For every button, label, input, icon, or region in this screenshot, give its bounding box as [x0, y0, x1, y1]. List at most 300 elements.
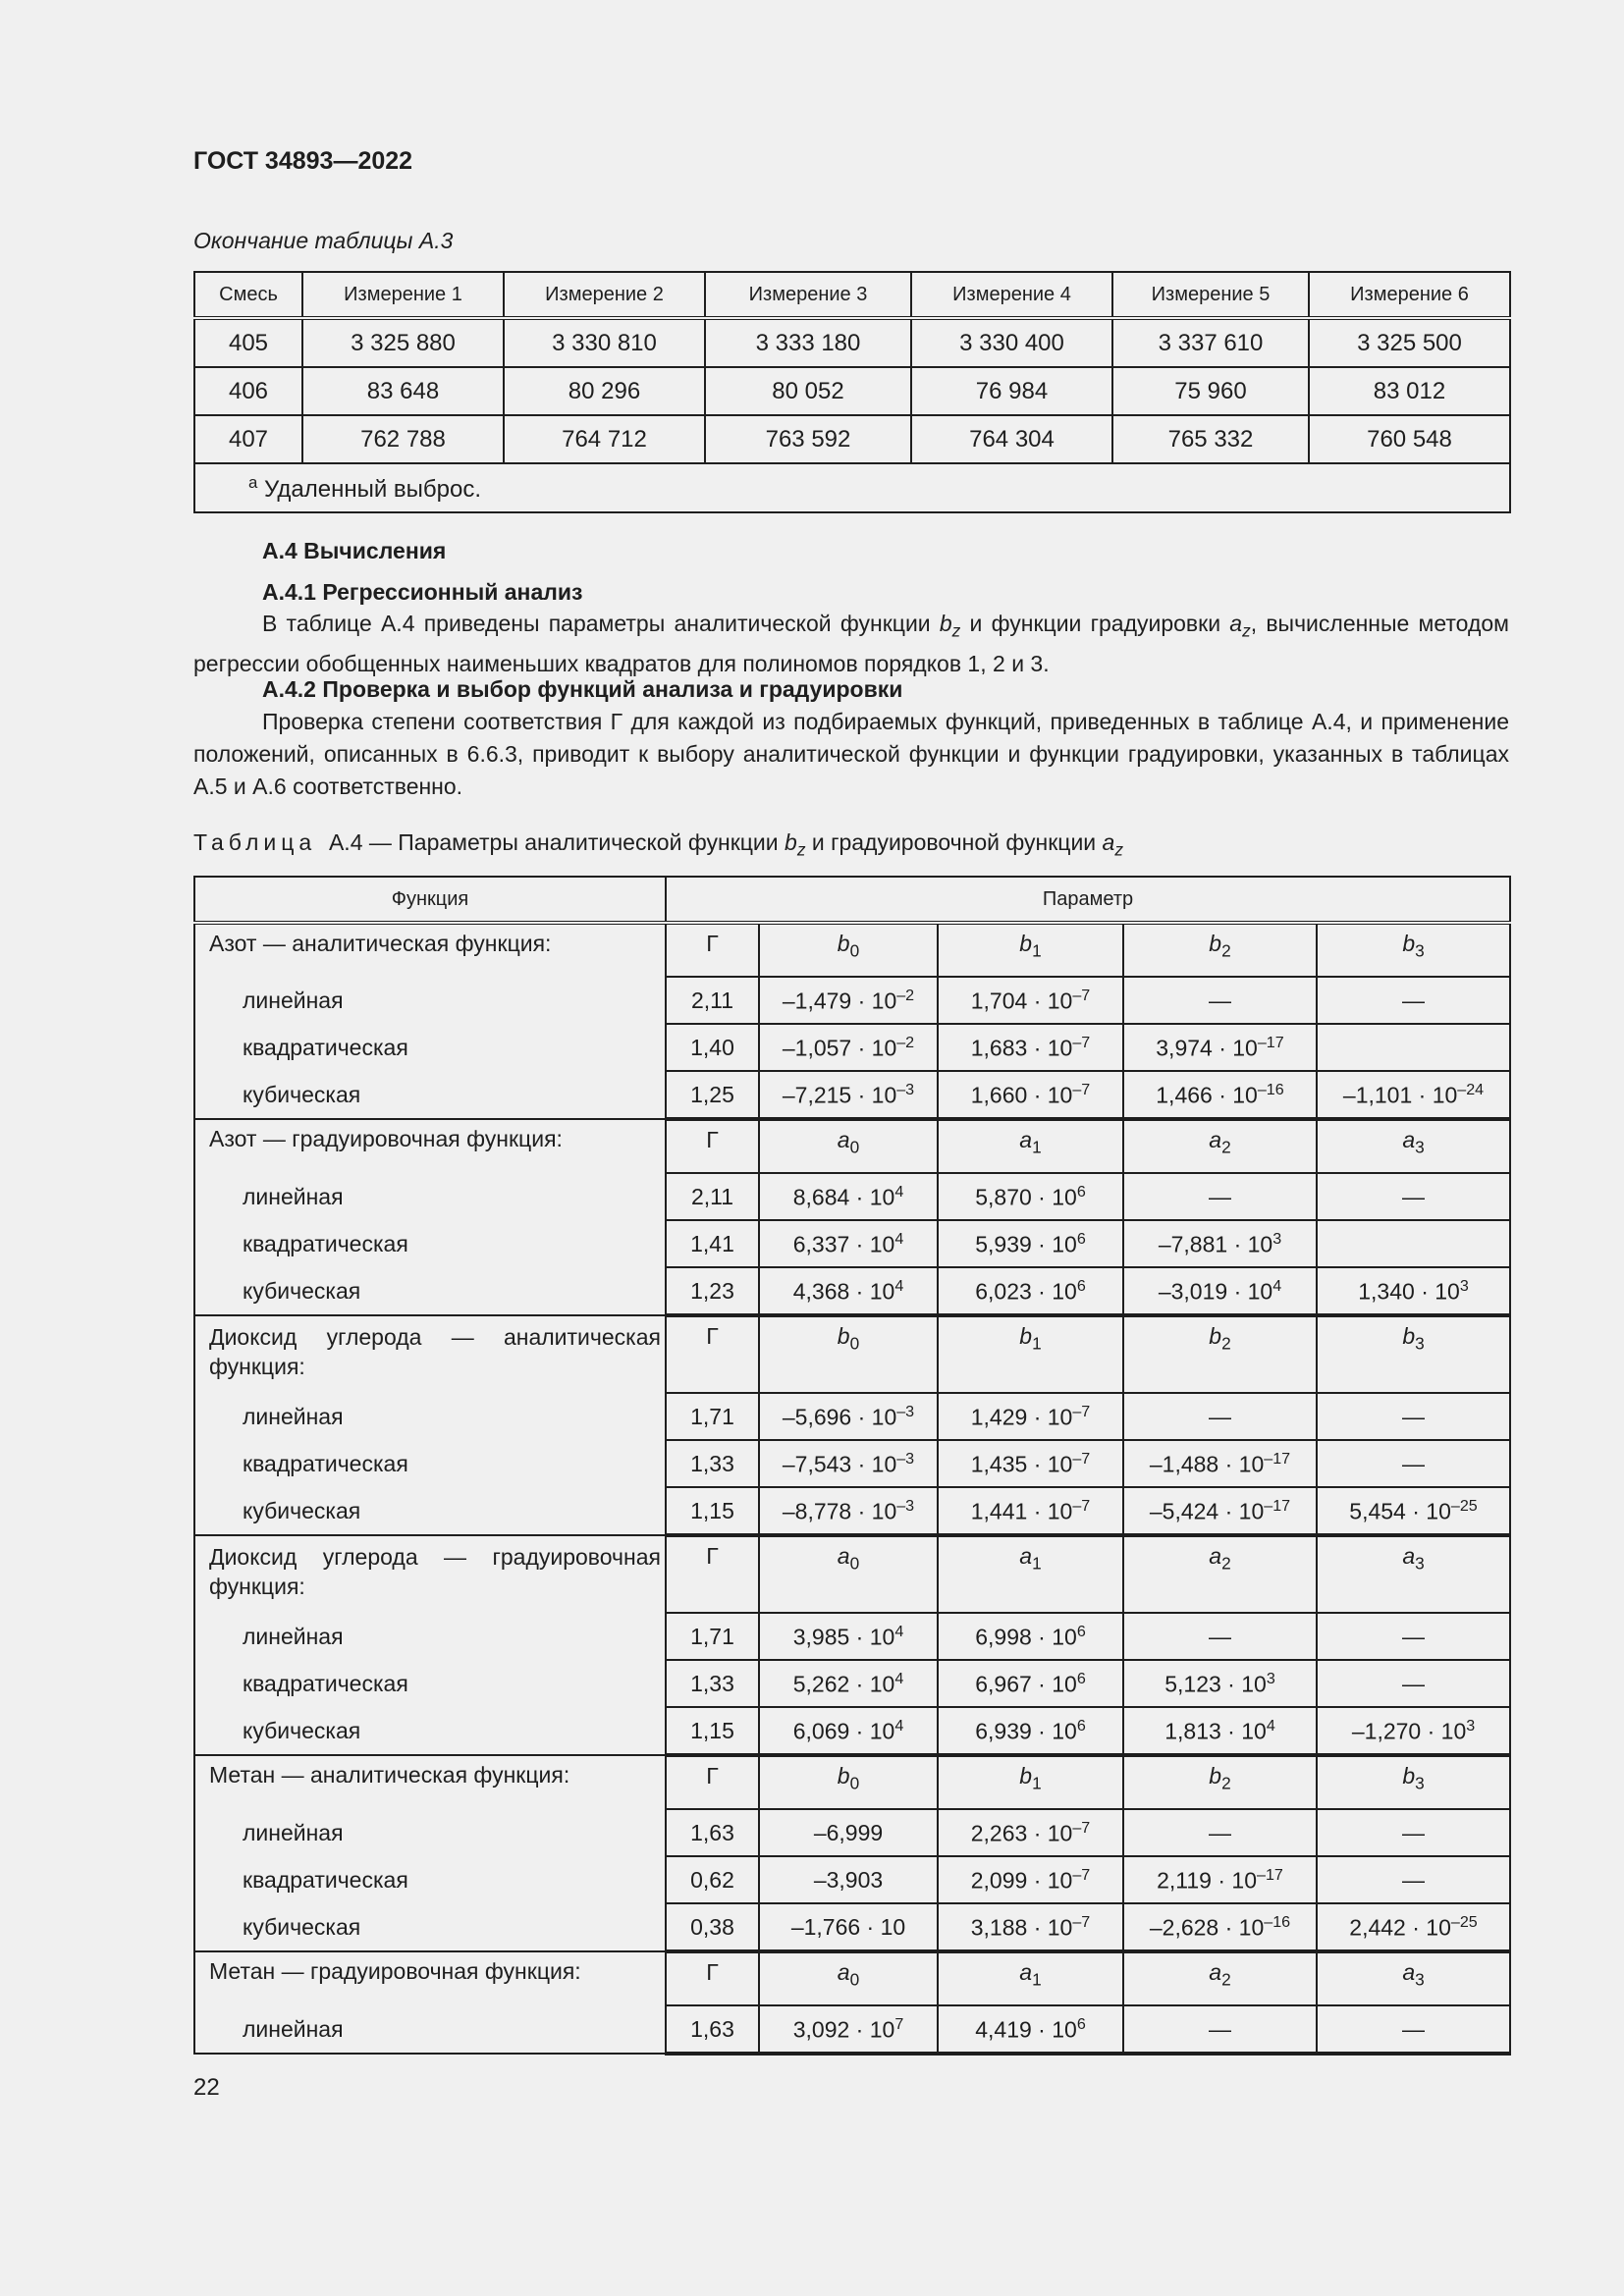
table-cell: 83 012 [1309, 367, 1510, 415]
table-cell: 765 332 [1112, 415, 1309, 463]
math-subscript-letter: z [1242, 620, 1251, 641]
param-symbol: a [1019, 1959, 1033, 1985]
exponent: 7 [894, 2014, 904, 2033]
table-a4-gamma-value: 1,33 [666, 1440, 759, 1487]
section-a41-heading: А.4.1 Регрессионный анализ [262, 579, 583, 605]
exponent: –25 [1450, 1496, 1478, 1515]
table-cell: $3,188 \cdot 10^{-7}$ [938, 1903, 1123, 1951]
table-cell: 3 330 810 [504, 318, 705, 367]
table-a4-row-label: кубическая [194, 1903, 666, 1951]
param-symbol: a [1402, 1127, 1416, 1152]
param-symbol: b [837, 1763, 850, 1789]
table-a4-row-label: квадратическая [194, 1856, 666, 1903]
table-cell: $-7,543 \cdot 10^{-3}$ [759, 1440, 938, 1487]
math-subscript-letter: z [951, 620, 961, 641]
table-a4-gamma-value: 1,40 [666, 1024, 759, 1071]
param-index: 0 [849, 940, 860, 961]
table-cell: $4,419 \cdot 10^6$ [938, 2005, 1123, 2054]
table-a4-param-header [1123, 1535, 1317, 1613]
table-a4-gamma-value: 1,23 [666, 1267, 759, 1315]
table-cell: $1,683 \cdot 10^{-7}$ [938, 1024, 1123, 1071]
table-a4-gamma-header: Г [666, 1119, 759, 1173]
table-cell: — [1123, 2005, 1317, 2054]
table-a4-row-label: квадратическая [194, 1660, 666, 1707]
param-index: 2 [1221, 1969, 1231, 1990]
table-cell: — [1317, 2005, 1510, 2054]
table-a4-row-label: кубическая [194, 1487, 666, 1535]
param-symbol: b [1209, 1763, 1222, 1789]
table-row [194, 1809, 1510, 1856]
param-index: 3 [1415, 1773, 1425, 1793]
table-a4-param-header [1123, 1315, 1317, 1393]
table-a4-row-label: линейная [194, 2005, 666, 2054]
exponent: 3 [1466, 1716, 1476, 1735]
table-cell: $-7,215 \cdot 10^{-3}$ [759, 1071, 938, 1119]
table-cell: 83 648 [302, 367, 504, 415]
exponent: –2 [896, 1033, 915, 1051]
param-index: 3 [1415, 940, 1425, 961]
table-a4-row-label: кубическая [194, 1267, 666, 1315]
table-a4-group-name: Диоксид углерода — градуировочная функция: [194, 1535, 666, 1613]
table-cell: $-8,778 \cdot 10^{-3}$ [759, 1487, 938, 1535]
section-a42-heading: А.4.2 Проверка и выбор функций анализа и градуировки [262, 676, 903, 702]
table-a4-param-header [938, 1951, 1123, 2005]
table-cell: 3 330 400 [911, 318, 1112, 367]
exponent: 3 [1266, 1669, 1275, 1687]
exponent: 6 [1076, 1182, 1086, 1201]
table-cell: $5,939 \cdot 10^6$ [938, 1220, 1123, 1267]
section-a41-paragraph: В таблице А.4 приведены параметры аналитической функции $b_z$ и функции градуировки $a_z$, вычисленные методом регрессии обобщенных наименьших квадратов для полиномов порядков 1, 2 и 3. [193, 611, 1509, 676]
table-a4-group-name: Диоксид углерода — аналитическая функция: [194, 1315, 666, 1393]
section-a4-heading: А.4 Вычисления [262, 538, 447, 563]
table-cell: 764 712 [504, 415, 705, 463]
param-index: 0 [849, 1969, 860, 1990]
table-a4-gamma-value: 1,15 [666, 1487, 759, 1535]
table-a4-row-label: линейная [194, 1809, 666, 1856]
table-a4-param-header [759, 1315, 938, 1393]
param-index: 1 [1032, 1969, 1042, 1990]
table-a3 [193, 271, 1511, 513]
table-cell: $1,704 \cdot 10^{-7}$ [938, 977, 1123, 1024]
table-cell: $5,123 \cdot 10^3$ [1123, 1660, 1317, 1707]
table-cell: $1,429 \cdot 10^{-7}$ [938, 1393, 1123, 1440]
table-a4-row-label: линейная [194, 1613, 666, 1660]
table-a4-gamma-header: Г [666, 1315, 759, 1393]
table-a4-row-label: кубическая [194, 1707, 666, 1755]
param-index: 3 [1415, 1553, 1425, 1574]
table-cell: $-5,696 \cdot 10^{-3}$ [759, 1393, 938, 1440]
table-a4-group-row [194, 1119, 1510, 1173]
exponent: 4 [894, 1622, 904, 1640]
math-subscript [797, 840, 806, 860]
param-symbol: a [1019, 1127, 1033, 1152]
table-a4-gamma-value: 1,25 [666, 1071, 759, 1119]
table-cell: $6,337 \cdot 10^4$ [759, 1220, 938, 1267]
table-a4-row-label: квадратическая [194, 1440, 666, 1487]
table-row [194, 1071, 1510, 1119]
table-cell: $-2,628 \cdot 10^{-16}$ [1123, 1903, 1317, 1951]
table-a4-gamma-value: 1,71 [666, 1393, 759, 1440]
table-cell: 3 325 500 [1309, 318, 1510, 367]
table-a4-param-header [759, 1535, 938, 1613]
math-subscript [952, 621, 961, 641]
table-a3-footnote [194, 463, 1510, 512]
table-cell: $2,263 \cdot 10^{-7}$ [938, 1809, 1123, 1856]
table-cell: 764 304 [911, 415, 1112, 463]
table-cell: $4,368 \cdot 10^4$ [759, 1267, 938, 1315]
param-symbol: b [1019, 1763, 1033, 1789]
table-a4-group-name: Метан — аналитическая функция: [194, 1755, 666, 1809]
table-a4-gamma-value: 2,11 [666, 977, 759, 1024]
table-a3-header-row [194, 272, 1510, 318]
table-cell: –6,999 [759, 1809, 938, 1856]
table-a3-header-cell: Измерение 4 [911, 272, 1112, 318]
param-symbol: a [1019, 1543, 1033, 1569]
param-index: 1 [1032, 1553, 1042, 1574]
table-a4-param-header [1317, 1755, 1510, 1809]
table-cell: $-3,019 \cdot 10^4$ [1123, 1267, 1317, 1315]
param-index: 3 [1415, 1969, 1425, 1990]
exponent: –7 [1072, 1402, 1091, 1420]
table-a4-group-row [194, 1315, 1510, 1393]
math-subscript-letter: z [1114, 839, 1123, 860]
table-row [194, 1707, 1510, 1755]
table-a4-param-header [938, 1535, 1123, 1613]
table-cell: $1,813 \cdot 10^4$ [1123, 1707, 1317, 1755]
table-a4-row-label: линейная [194, 977, 666, 1024]
exponent: –16 [1264, 1912, 1291, 1931]
table-a4-gamma-value: 1,63 [666, 1809, 759, 1856]
table-cell: $-7,881 \cdot 10^3$ [1123, 1220, 1317, 1267]
table-a4-gamma-value: 1,41 [666, 1220, 759, 1267]
table-a4-row-label: кубическая [194, 1071, 666, 1119]
table-cell: 3 333 180 [705, 318, 911, 367]
table-a4-gamma-value: 1,33 [666, 1660, 759, 1707]
exponent: –7 [1072, 1080, 1091, 1098]
table-a4-row-label: квадратическая [194, 1220, 666, 1267]
table-row [194, 2005, 1510, 2054]
table-cell: $5,454 \cdot 10^{-25}$ [1317, 1487, 1510, 1535]
table-cell: $-1,488 \cdot 10^{-17}$ [1123, 1440, 1317, 1487]
table-a4-param-header [1317, 1535, 1510, 1613]
table-cell: $6,023 \cdot 10^6$ [938, 1267, 1123, 1315]
math-symbol: b [785, 829, 797, 855]
table-a4-gamma-header: Г [666, 923, 759, 977]
table-cell [1317, 1024, 1510, 1071]
table-a4-param-header [1123, 1951, 1317, 2005]
table-a3-continuation-label: Окончание таблицы А.3 [193, 228, 454, 253]
table-a4-param-header [1317, 1951, 1510, 2005]
table-a4 [193, 876, 1511, 2056]
exponent: 6 [1076, 2014, 1086, 2033]
table-a4-group-row [194, 1535, 1510, 1613]
param-symbol: b [1402, 1763, 1416, 1789]
table-a4-group-name: Метан — градуировочная функция: [194, 1951, 666, 2005]
table-cell: 406 [194, 367, 302, 415]
table-cell: — [1123, 977, 1317, 1024]
exponent: 3 [1459, 1276, 1469, 1295]
section-a42-paragraph: Проверка степени соответствия Г для каждой из подбираемых функций, приведенных в таблице А.4, и применение положений, описанных в 6.6.3, приводит к выбору аналитической функции и функции градуировки, указанных в таблицах А.5 и А.6 соответственно. [193, 709, 1509, 799]
exponent: –17 [1257, 1033, 1284, 1051]
table-cell: $6,998 \cdot 10^6$ [938, 1613, 1123, 1660]
table-cell: $6,069 \cdot 10^4$ [759, 1707, 938, 1755]
param-index: 0 [849, 1333, 860, 1354]
table-a4-gamma-value: 1,15 [666, 1707, 759, 1755]
param-index: 2 [1221, 1137, 1231, 1157]
param-symbol: a [837, 1127, 850, 1152]
table-a4-row-label: линейная [194, 1393, 666, 1440]
table-cell: $-5,424 \cdot 10^{-17}$ [1123, 1487, 1317, 1535]
table-cell: 3 325 880 [302, 318, 504, 367]
param-index: 1 [1032, 1137, 1042, 1157]
table-cell: $3,092 \cdot 10^7$ [759, 2005, 938, 2054]
exponent: –3 [896, 1402, 915, 1420]
exponent: –2 [896, 986, 915, 1004]
param-index: 1 [1032, 940, 1042, 961]
table-row [194, 1220, 1510, 1267]
table-cell: — [1317, 1856, 1510, 1903]
table-cell: $-1,479 \cdot 10^{-2}$ [759, 977, 938, 1024]
page-number: 22 [193, 2074, 220, 2101]
exponent: –17 [1264, 1449, 1291, 1468]
table-row [194, 1173, 1510, 1220]
exponent: 4 [894, 1182, 904, 1201]
table-row [194, 977, 1510, 1024]
table-a4-param-header [1123, 923, 1317, 977]
table-cell: 407 [194, 415, 302, 463]
table-cell: $1,466 \cdot 10^{-16}$ [1123, 1071, 1317, 1119]
exponent: 4 [894, 1229, 904, 1248]
table-cell: $5,262 \cdot 10^4$ [759, 1660, 938, 1707]
exponent: –7 [1072, 986, 1091, 1004]
math-subscript [1242, 621, 1251, 641]
table-a4-gamma-header: Г [666, 1535, 759, 1613]
table-a4-gamma-header: Г [666, 1755, 759, 1809]
table-cell: $3,985 \cdot 10^4$ [759, 1613, 938, 1660]
table-cell: $6,939 \cdot 10^6$ [938, 1707, 1123, 1755]
table-cell: $1,435 \cdot 10^{-7}$ [938, 1440, 1123, 1487]
table-a3-header-cell: Измерение 3 [705, 272, 911, 318]
exponent: –7 [1072, 1912, 1091, 1931]
table-row [194, 318, 1510, 367]
table-cell [1317, 1220, 1510, 1267]
table-a4-group-row [194, 1951, 1510, 2005]
table-a4-param-header [938, 1755, 1123, 1809]
table-cell: –1,766 · 10 [759, 1903, 938, 1951]
math-symbol: a [1102, 829, 1115, 855]
param-symbol: b [1209, 1323, 1222, 1349]
table-cell: $5,870 \cdot 10^6$ [938, 1173, 1123, 1220]
exponent: 4 [894, 1716, 904, 1735]
param-symbol: b [1019, 931, 1033, 956]
table-a4-group-name: Азот — аналитическая функция: [194, 923, 666, 977]
table-a4-caption [193, 829, 1123, 861]
table-a3-header-cell: Измерение 6 [1309, 272, 1510, 318]
footnote-text: Удаленный выброс. [257, 475, 482, 503]
table-cell: 405 [194, 318, 302, 367]
table-cell: — [1123, 1173, 1317, 1220]
param-symbol: a [1209, 1127, 1222, 1152]
table-a4-param-header [1317, 1119, 1510, 1173]
table-a4-param-header [1123, 1755, 1317, 1809]
exponent: –3 [896, 1496, 915, 1515]
table-a3-header-cell: Измерение 1 [302, 272, 504, 318]
table-a4-param-header [759, 1755, 938, 1809]
table-cell: — [1317, 1809, 1510, 1856]
table-a3-header-cell: Измерение 5 [1112, 272, 1309, 318]
param-index: 2 [1221, 1553, 1231, 1574]
math-subscript-letter: z [796, 839, 806, 860]
exponent: –7 [1072, 1496, 1091, 1515]
table-row [194, 1440, 1510, 1487]
param-index: 3 [1415, 1333, 1425, 1354]
table-cell: $-1,057 \cdot 10^{-2}$ [759, 1024, 938, 1071]
table-row [194, 1267, 1510, 1315]
table-a4-param-header [759, 1119, 938, 1173]
table-a3-footnote-row [194, 463, 1510, 512]
exponent: –3 [896, 1449, 915, 1468]
exponent: 4 [894, 1669, 904, 1687]
table-a4-row-label: квадратическая [194, 1024, 666, 1071]
table-cell: 763 592 [705, 415, 911, 463]
table-a4-row-label: линейная [194, 1173, 666, 1220]
table-cell: 75 960 [1112, 367, 1309, 415]
table-a4-param-header [1317, 923, 1510, 977]
table-row [194, 415, 1510, 463]
param-index: 0 [849, 1137, 860, 1157]
table-a4-param-header [759, 1951, 938, 2005]
exponent: –17 [1257, 1865, 1283, 1884]
table-a4-param-header [759, 923, 938, 977]
exponent: 6 [1076, 1276, 1086, 1295]
table-a4-gamma-value: 1,71 [666, 1613, 759, 1660]
table-a4-param-header [938, 1119, 1123, 1173]
table-a4-header-row [194, 877, 1510, 923]
table-a4-param-header [1317, 1315, 1510, 1393]
param-index: 1 [1032, 1333, 1042, 1354]
math-symbol: b [939, 611, 952, 636]
table-a4-caption-label: Таблица [193, 829, 317, 855]
exponent: –16 [1257, 1080, 1284, 1098]
exponent: 6 [1076, 1669, 1086, 1687]
param-index: 1 [1032, 1773, 1042, 1793]
param-symbol: a [1402, 1543, 1416, 1569]
table-cell: 80 052 [705, 367, 911, 415]
table-cell: $2,442 \cdot 10^{-25}$ [1317, 1903, 1510, 1951]
table-row [194, 1024, 1510, 1071]
exponent: 4 [1272, 1276, 1282, 1295]
table-cell: — [1317, 1613, 1510, 1660]
table-cell: $3,974 \cdot 10^{-17}$ [1123, 1024, 1317, 1071]
param-symbol: a [1209, 1543, 1222, 1569]
table-cell: — [1317, 977, 1510, 1024]
table-row [194, 1487, 1510, 1535]
exponent: –7 [1072, 1033, 1091, 1051]
table-cell: — [1123, 1613, 1317, 1660]
table-cell: — [1317, 1393, 1510, 1440]
table-cell: 76 984 [911, 367, 1112, 415]
table-cell: 762 788 [302, 415, 504, 463]
param-symbol: b [1209, 931, 1222, 956]
param-symbol: b [837, 1323, 850, 1349]
exponent: 6 [1076, 1229, 1086, 1248]
table-cell: $2,099 \cdot 10^{-7}$ [938, 1856, 1123, 1903]
table-a4-param-header [1123, 1119, 1317, 1173]
math-subscript [1114, 840, 1123, 860]
exponent: –17 [1264, 1496, 1291, 1515]
table-a4-param-header [938, 1315, 1123, 1393]
table-a4-gamma-header: Г [666, 1951, 759, 2005]
table-cell: $2,119 \cdot 10^{-17}$ [1123, 1856, 1317, 1903]
exponent: 3 [1272, 1229, 1282, 1248]
document-header: ГОСТ 34893—2022 [193, 147, 413, 175]
exponent: –24 [1457, 1080, 1485, 1098]
table-cell: — [1317, 1173, 1510, 1220]
param-index: 2 [1221, 1333, 1231, 1354]
param-symbol: a [1402, 1959, 1416, 1985]
table-a3-header-cell: Измерение 2 [504, 272, 705, 318]
exponent: –3 [896, 1080, 915, 1098]
table-cell: $1,441 \cdot 10^{-7}$ [938, 1487, 1123, 1535]
table-cell: 3 337 610 [1112, 318, 1309, 367]
exponent: 4 [894, 1276, 904, 1295]
param-symbol: b [1402, 931, 1416, 956]
param-symbol: a [1209, 1959, 1222, 1985]
table-a4-caption-text: А.4 — Параметры аналитической функции $b_z$ и градуировочной функции $a_z$ [328, 829, 1123, 860]
table-cell: — [1123, 1393, 1317, 1440]
exponent: 4 [1266, 1716, 1275, 1735]
param-index: 0 [849, 1773, 860, 1793]
table-a3-header-cell: Смесь [194, 272, 302, 318]
table-a4-gamma-value: 0,38 [666, 1903, 759, 1951]
table-cell: $-1,270 \cdot 10^3$ [1317, 1707, 1510, 1755]
table-a4-gamma-value: 0,62 [666, 1856, 759, 1903]
param-symbol: b [1402, 1323, 1416, 1349]
table-a4-group-row [194, 923, 1510, 977]
table-row [194, 367, 1510, 415]
table-a4-gamma-value: 1,63 [666, 2005, 759, 2054]
exponent: 6 [1076, 1622, 1086, 1640]
exponent: –7 [1072, 1818, 1091, 1837]
table-row [194, 1393, 1510, 1440]
table-row [194, 1660, 1510, 1707]
table-cell: — [1123, 1809, 1317, 1856]
table-a4-header-function: Функция [194, 877, 666, 923]
param-index: 2 [1221, 940, 1231, 961]
table-row [194, 1613, 1510, 1660]
exponent: –7 [1072, 1865, 1091, 1884]
table-cell: $8,684 \cdot 10^4$ [759, 1173, 938, 1220]
param-index: 3 [1415, 1137, 1425, 1157]
table-cell: — [1317, 1660, 1510, 1707]
table-cell: $-1,101 \cdot 10^{-24}$ [1317, 1071, 1510, 1119]
table-cell: 80 296 [504, 367, 705, 415]
param-symbol: a [837, 1959, 850, 1985]
table-a4-group-name: Азот — градуировочная функция: [194, 1119, 666, 1173]
table-cell: 760 548 [1309, 415, 1510, 463]
table-cell: — [1317, 1440, 1510, 1487]
table-cell: –3,903 [759, 1856, 938, 1903]
math-symbol: a [1229, 611, 1243, 636]
table-cell: $1,660 \cdot 10^{-7}$ [938, 1071, 1123, 1119]
footnote-mark: a [248, 472, 258, 492]
param-symbol: b [1019, 1323, 1033, 1349]
exponent: –7 [1072, 1449, 1091, 1468]
table-cell: $6,967 \cdot 10^6$ [938, 1660, 1123, 1707]
table-a4-group-row [194, 1755, 1510, 1809]
param-index: 0 [849, 1553, 860, 1574]
table-row [194, 1903, 1510, 1951]
